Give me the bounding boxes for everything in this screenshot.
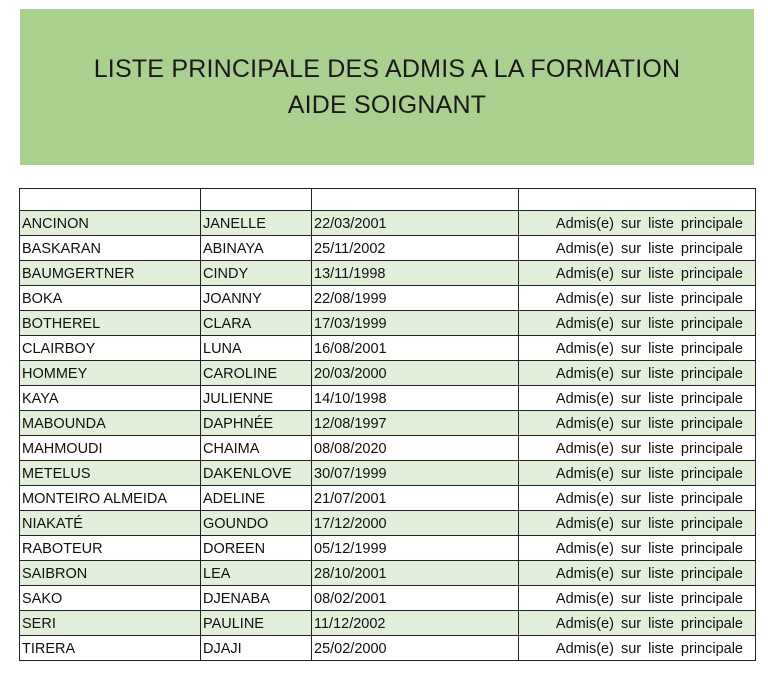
cell-status: Admis(e) sur liste principale bbox=[519, 536, 756, 561]
cell-first-name: CINDY bbox=[201, 261, 312, 286]
cell-status: Admis(e) sur liste principale bbox=[519, 561, 756, 586]
cell-first-name: CAROLINE bbox=[201, 361, 312, 386]
cell-birth-date: 17/03/1999 bbox=[312, 311, 519, 336]
cell-first-name: ABINAYA bbox=[201, 236, 312, 261]
cell-birth-date: 21/07/2001 bbox=[312, 486, 519, 511]
cell-birth-date: 08/02/2001 bbox=[312, 586, 519, 611]
table-row bbox=[20, 586, 756, 611]
cell-first-name: LEA bbox=[201, 561, 312, 586]
cell-last-name: METELUS bbox=[20, 461, 201, 486]
cell-birth-date: 25/02/2000 bbox=[312, 636, 519, 661]
cell-birth-date: 13/11/1998 bbox=[312, 261, 519, 286]
cell-last-name: ANCINON bbox=[20, 211, 201, 236]
cell-last-name: BASKARAN bbox=[20, 236, 201, 261]
table-body bbox=[20, 189, 756, 661]
cell-first-name: ADELINE bbox=[201, 486, 312, 511]
cell-birth-date: 20/03/2000 bbox=[312, 361, 519, 386]
table-row bbox=[20, 436, 756, 461]
table-row bbox=[20, 336, 756, 361]
cell-last-name: NIAKATÉ bbox=[20, 511, 201, 536]
cell-status: Admis(e) sur liste principale bbox=[519, 236, 756, 261]
cell-birth-date: 17/12/2000 bbox=[312, 511, 519, 536]
cell-birth-date: 30/07/1999 bbox=[312, 461, 519, 486]
cell-first-name: CHAIMA bbox=[201, 436, 312, 461]
cell-last-name: BOKA bbox=[20, 286, 201, 311]
cell-last-name: KAYA bbox=[20, 386, 201, 411]
cell-last-name: SERI bbox=[20, 611, 201, 636]
cell-last-name: SAKO bbox=[20, 586, 201, 611]
cell-status: Admis(e) sur liste principale bbox=[519, 286, 756, 311]
table-row bbox=[20, 561, 756, 586]
table-row bbox=[20, 536, 756, 561]
cell-status: Admis(e) sur liste principale bbox=[519, 436, 756, 461]
cell-status: Admis(e) sur liste principale bbox=[519, 486, 756, 511]
table-header-row bbox=[20, 189, 756, 211]
admitted-list-table bbox=[19, 188, 756, 661]
cell-first-name: LUNA bbox=[201, 336, 312, 361]
table-row bbox=[20, 286, 756, 311]
cell-status: Admis(e) sur liste principale bbox=[519, 511, 756, 536]
cell-status: Admis(e) sur liste principale bbox=[519, 336, 756, 361]
cell-first-name: DJAJI bbox=[201, 636, 312, 661]
cell-last-name: MONTEIRO ALMEIDA bbox=[20, 486, 201, 511]
cell-status: Admis(e) sur liste principale bbox=[519, 211, 756, 236]
cell-birth-date: 22/08/1999 bbox=[312, 286, 519, 311]
cell-status: Admis(e) sur liste principale bbox=[519, 636, 756, 661]
cell-first-name: JULIENNE bbox=[201, 386, 312, 411]
cell-first-name: DAPHNÉE bbox=[201, 411, 312, 436]
cell-status: Admis(e) sur liste principale bbox=[519, 586, 756, 611]
cell-last-name: HOMMEY bbox=[20, 361, 201, 386]
cell-birth-date: 12/08/1997 bbox=[312, 411, 519, 436]
table-row bbox=[20, 511, 756, 536]
header-cell-prenom bbox=[201, 189, 312, 211]
cell-last-name: SAIBRON bbox=[20, 561, 201, 586]
table-row bbox=[20, 486, 756, 511]
cell-last-name: BOTHEREL bbox=[20, 311, 201, 336]
table-row bbox=[20, 611, 756, 636]
cell-birth-date: 22/03/2001 bbox=[312, 211, 519, 236]
table-row bbox=[20, 261, 756, 286]
cell-first-name: JOANNY bbox=[201, 286, 312, 311]
cell-birth-date: 14/10/1998 bbox=[312, 386, 519, 411]
header-cell-statut bbox=[519, 189, 756, 211]
cell-last-name: CLAIRBOY bbox=[20, 336, 201, 361]
table-row bbox=[20, 311, 756, 336]
cell-status: Admis(e) sur liste principale bbox=[519, 261, 756, 286]
cell-first-name: GOUNDO bbox=[201, 511, 312, 536]
table-row bbox=[20, 386, 756, 411]
cell-last-name: MABOUNDA bbox=[20, 411, 201, 436]
table-row bbox=[20, 361, 756, 386]
cell-birth-date: 11/12/2002 bbox=[312, 611, 519, 636]
cell-last-name: MAHMOUDI bbox=[20, 436, 201, 461]
cell-birth-date: 16/08/2001 bbox=[312, 336, 519, 361]
cell-status: Admis(e) sur liste principale bbox=[519, 411, 756, 436]
cell-status: Admis(e) sur liste principale bbox=[519, 361, 756, 386]
table-row bbox=[20, 236, 756, 261]
cell-last-name: RABOTEUR bbox=[20, 536, 201, 561]
table-row bbox=[20, 411, 756, 436]
header-cell-date bbox=[312, 189, 519, 211]
title-line-1: LISTE PRINCIPALE DES ADMIS A LA FORMATION bbox=[93, 55, 681, 83]
table-row bbox=[20, 461, 756, 486]
cell-status: Admis(e) sur liste principale bbox=[519, 311, 756, 336]
cell-first-name: CLARA bbox=[201, 311, 312, 336]
cell-status: Admis(e) sur liste principale bbox=[519, 611, 756, 636]
title-banner bbox=[20, 9, 754, 165]
cell-birth-date: 28/10/2001 bbox=[312, 561, 519, 586]
cell-birth-date: 05/12/1999 bbox=[312, 536, 519, 561]
cell-first-name: DAKENLOVE bbox=[201, 461, 312, 486]
table-row bbox=[20, 636, 756, 661]
cell-last-name: TIRERA bbox=[20, 636, 201, 661]
header-cell-nom bbox=[20, 189, 201, 211]
cell-status: Admis(e) sur liste principale bbox=[519, 386, 756, 411]
cell-birth-date: 25/11/2002 bbox=[312, 236, 519, 261]
title-line-2: AIDE SOIGNANT bbox=[287, 91, 487, 119]
cell-first-name: DOREEN bbox=[201, 536, 312, 561]
table-row bbox=[20, 211, 756, 236]
cell-first-name: JANELLE bbox=[201, 211, 312, 236]
cell-first-name: PAULINE bbox=[201, 611, 312, 636]
cell-birth-date: 08/08/2020 bbox=[312, 436, 519, 461]
cell-last-name: BAUMGERTNER bbox=[20, 261, 201, 286]
cell-status: Admis(e) sur liste principale bbox=[519, 461, 756, 486]
cell-first-name: DJENABA bbox=[201, 586, 312, 611]
